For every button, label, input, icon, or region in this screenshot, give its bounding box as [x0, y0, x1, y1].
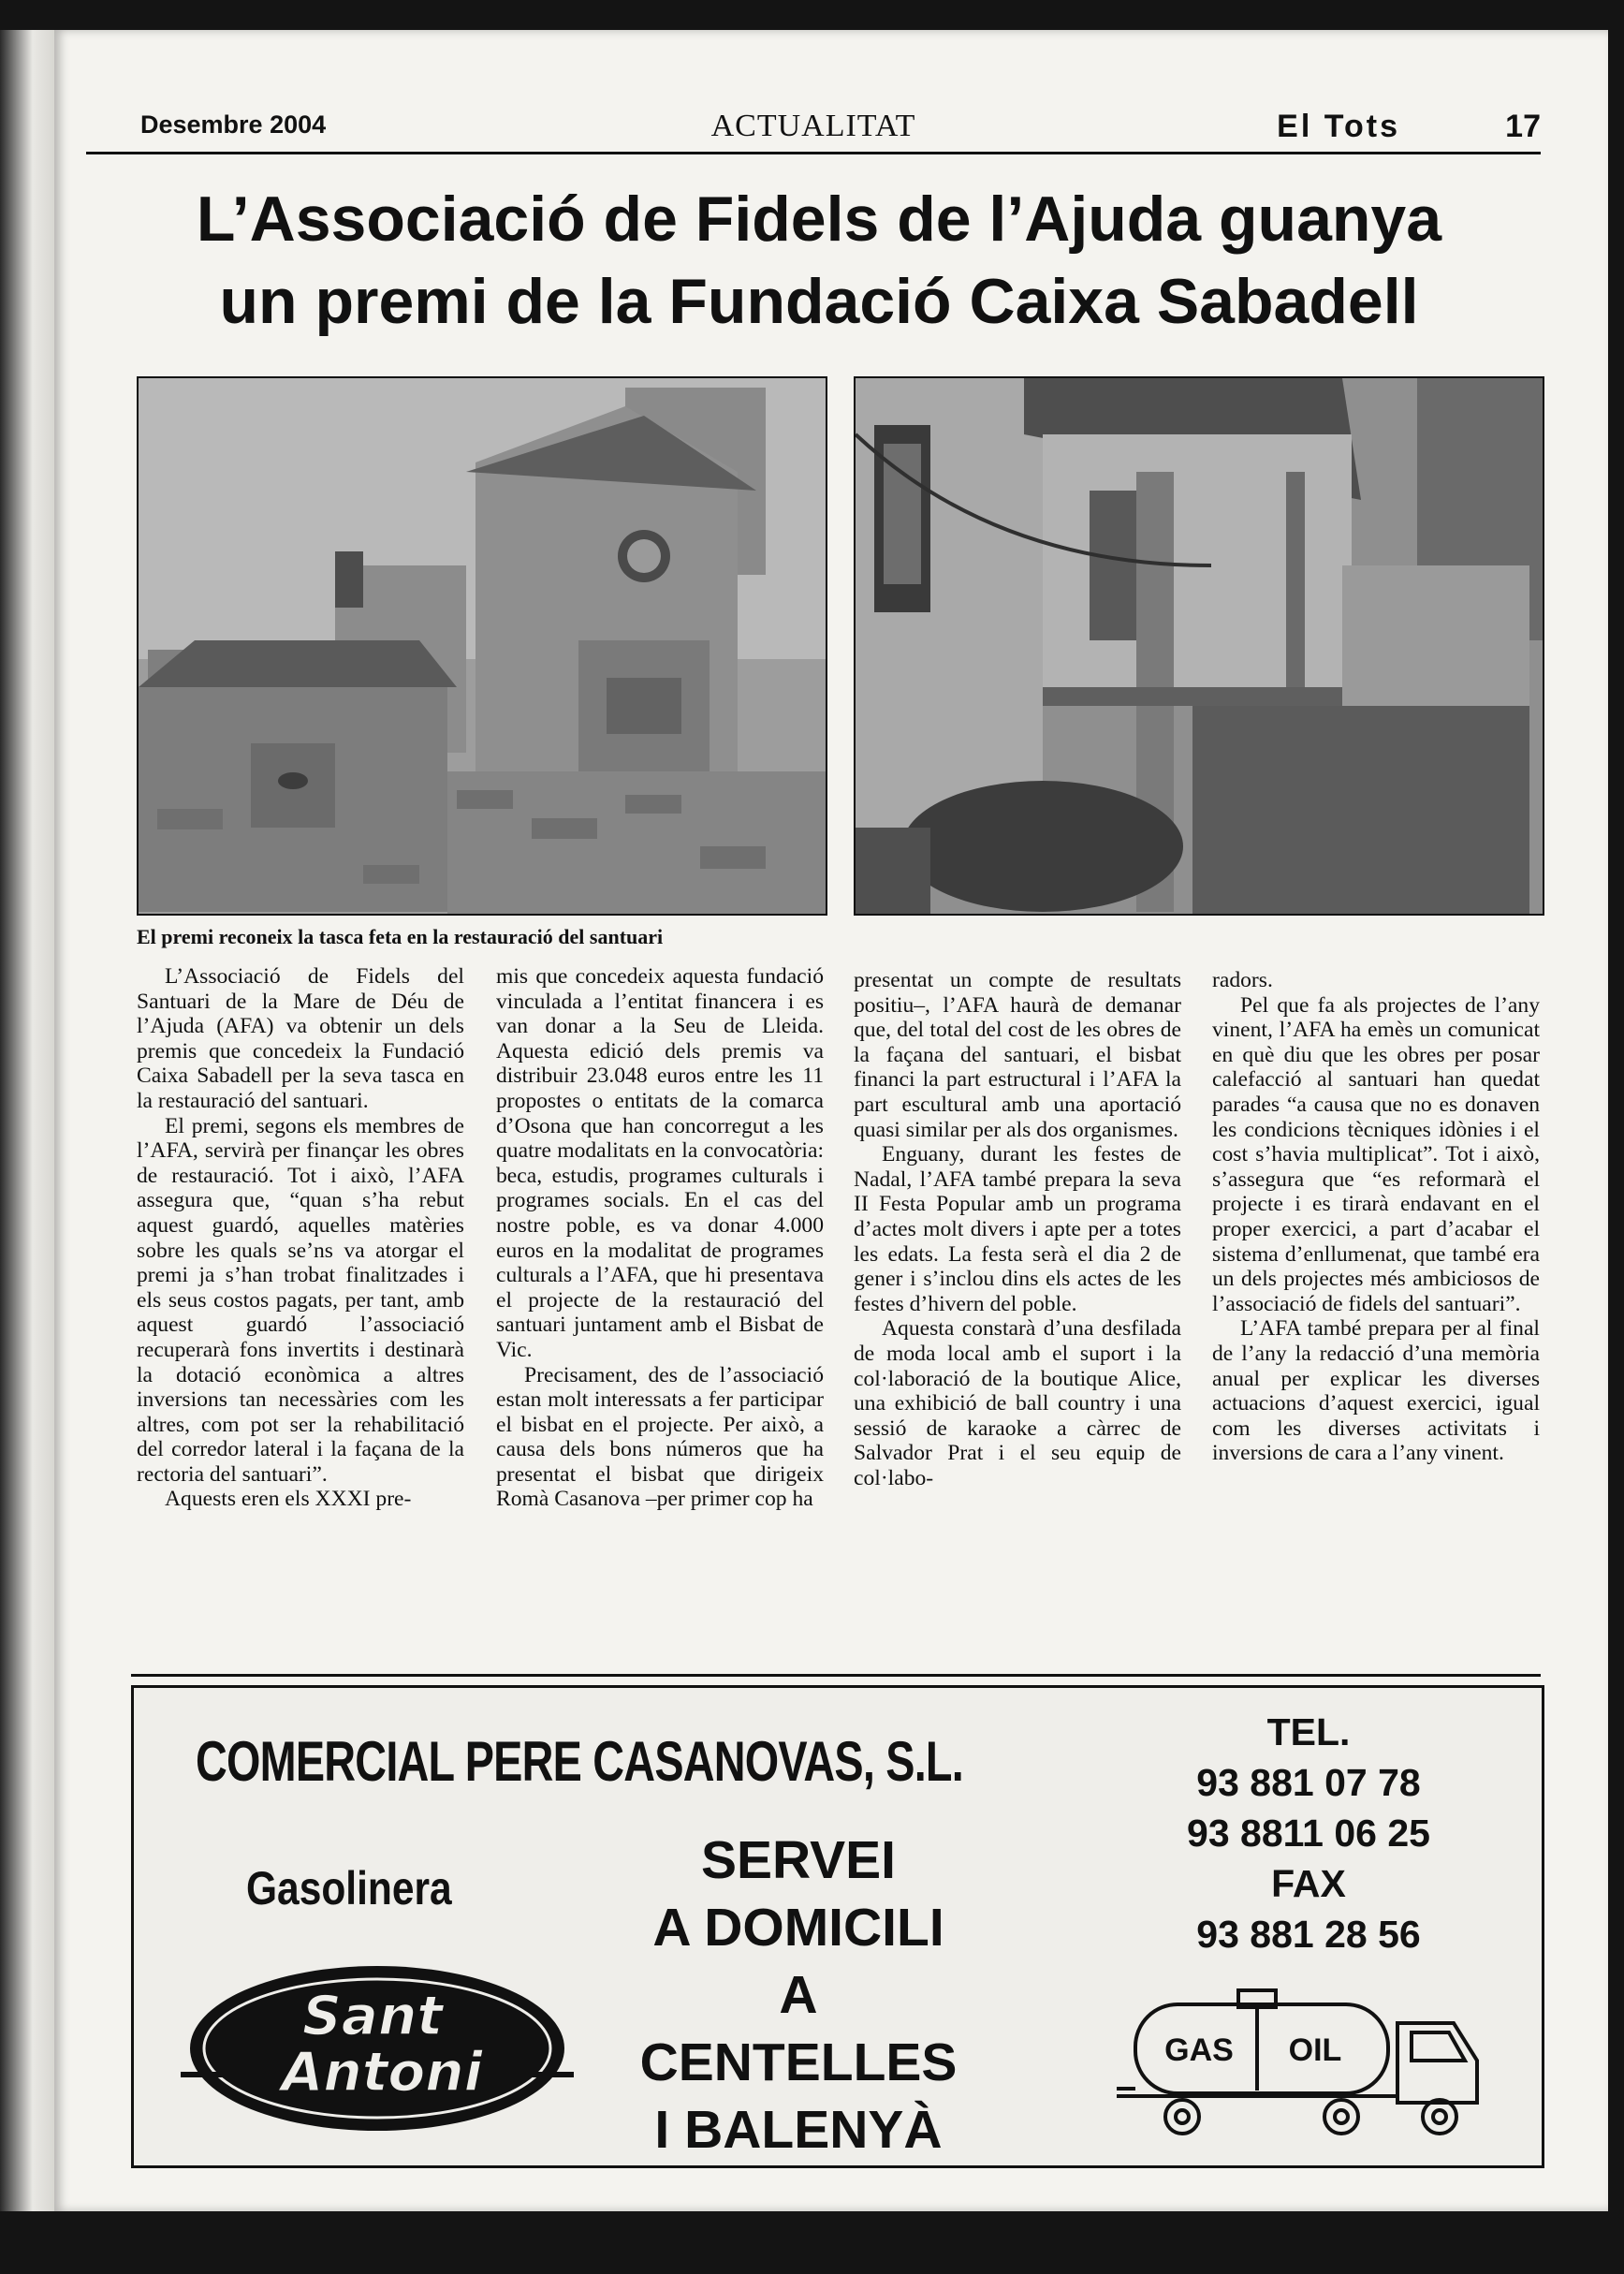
section-title: ACTUALITAT — [710, 109, 916, 143]
publication-name: El Tots — [1277, 109, 1400, 144]
paragraph: El premi, segons els membres de l’AFA, servirà per finançar les obres de restauració. Tot i això, l’AFA assegura que, “quan s’ha rebut aquest guardó, aquelles matèries sobre les quals se’ns va atorgar el premi ja s’han trobat finalitzades i els seus costos pagats, per tant, amb aquest guardó l’associació recuperarà fons invertits i destinarà la dotació econòmica a altres inversions tan necessàries com les altres, com pot ser la rehabilitació del corredor lateral i la façana de la rectoria del santuari”. — [137, 1113, 464, 1487]
article-column-2 — [496, 964, 824, 1512]
advertisement — [131, 1685, 1544, 2168]
logo-word-sant: Sant — [302, 1984, 443, 2047]
paragraph: Enguany, durant les festes de Nadal, l’AFA també prepara la seva II Festa Popular amb un programa d’actes molt divers i apte per a totes les edats. La festa serà el dia 2 de gener i s’inclou dins els actes de les festes d’hivern del poble. — [854, 1142, 1181, 1316]
paragraph: mis que concedeix aquesta fundació vinculada a l’entitat financera i es van donar a la Seu de Lleida. Aquesta edició dels premis va distribuir 23.048 euros entre les 11 propostes o entitats de la comarca d’Osona que han concorregut a les quatre modalitats en la convocatòria: beca, estudis, programes culturals i programes socials. En el cas del nostre poble, es va donar 4.000 euros en la modalitat de programes culturals a l’AFA, que hi presentava el projecte de la restauració del santuari juntament amb el Bisbat de Vic. — [496, 964, 824, 1362]
page-spine — [0, 30, 54, 2211]
paragraph: Aquests eren els XXXI pre- — [165, 1487, 412, 1512]
ad-contact-block — [1154, 1707, 1463, 1959]
tank-label-gas: GAS — [1164, 2032, 1234, 2068]
issue-date: Desembre 2004 — [140, 110, 327, 139]
tel-label: TEL. — [1266, 1710, 1351, 1753]
sant-antoni-logo — [181, 1959, 574, 2137]
service-line: A DOMICILI — [652, 1898, 944, 1958]
paragraph: Pel que fa als projectes de l’any vinent, l’AFA ha emès un comunicat en què diu que les obres per posar calefacció al santuari han quedat parades “a causa que no es donaven les condicions tècniques idònies i el cost s’havia multiplicat”. Tot i això, s’assegura que “es reformarà el projecte i es tirarà endavant en el proper exercici, a part d’acabar el sistema d’enllumenat, que també era un dels projectes més ambiciosos de l’associació de fidels del santuari”. — [1212, 992, 1540, 1316]
article-column-4 — [1212, 968, 1540, 1466]
phone-number: 93 8811 06 25 — [1187, 1812, 1430, 1855]
page-header — [86, 105, 1541, 154]
article-column-1 — [137, 964, 464, 1512]
paragraph: Aquesta constarà d’una desfilada de moda local amb el suport i la col·laboració de la boutique Alice, una exhibició de ball country i una sessió de karaoke a càrrec de Salvador Prat i el seu equip de col·labo- — [854, 1316, 1181, 1490]
headline-line-1: L’Associació de Fidels de l’Ajuda guanya — [196, 183, 1442, 255]
service-line: I BALENYÀ — [654, 2100, 943, 2160]
ad-company-name: COMERCIAL PERE CASANOVAS, S.L. — [196, 1730, 963, 1793]
fax-number: 93 881 28 56 — [1196, 1913, 1421, 1956]
paragraph: L’Associació de Fidels del Santuari de la Mare de Déu de l’Ajuda (AFA) va obtenir un dels premis que concedeix la Fundació Caixa Sabadell per la seva tasca en la restauració del santuari. — [137, 964, 464, 1113]
logo-word-antoni: Antoni — [281, 2040, 483, 2104]
photo-caption: El premi reconeix la tasca feta en la restauració del santuari — [137, 925, 664, 948]
paragraph: Precisament, des de l’associació estan molt interessats a fer participar el bisbat en el projecte. Per això, a causa dels bons números que ha presentat el bisbat que dirigeix Romà Casanova –per primer cop ha — [496, 1362, 824, 1512]
headline-line-2: un premi de la Fundació Caixa Sabadell — [219, 266, 1419, 337]
service-line: SERVEI — [700, 1830, 897, 1890]
divider — [131, 1674, 1541, 1677]
house-photo — [854, 376, 1544, 916]
ad-service-block — [621, 1827, 976, 2164]
paragraph: L’AFA també prepara per al final de l’any la redacció d’una memòria anual per explicar les diverses actuacions d’aquest exercici, igual com les diverses activitats i inversions de cara a l’any vinent. — [1212, 1316, 1540, 1466]
paragraph: radors. — [1212, 968, 1273, 992]
ad-business-type: Gasolinera — [246, 1862, 452, 1915]
page-number: 17 — [1505, 109, 1541, 144]
sanctuary-photo — [137, 376, 827, 916]
article-column-3 — [854, 968, 1181, 1490]
paragraph: presentat un compte de resultats positiu–, l’AFA haurà de demanar que, del total del cost de les obres de la façana del santuari, el bisbat financi la part estructural i l’AFA la part escultural amb una aportació quasi similar per als dos organismes. — [854, 968, 1181, 1142]
fax-label: FAX — [1271, 1862, 1346, 1905]
phone-number: 93 881 07 78 — [1196, 1761, 1421, 1804]
service-line: A CENTELLES — [639, 1965, 958, 2092]
article-headline — [94, 178, 1544, 343]
tank-label-oil: OIL — [1288, 2032, 1342, 2068]
tanker-truck-icon — [1117, 1986, 1491, 2140]
